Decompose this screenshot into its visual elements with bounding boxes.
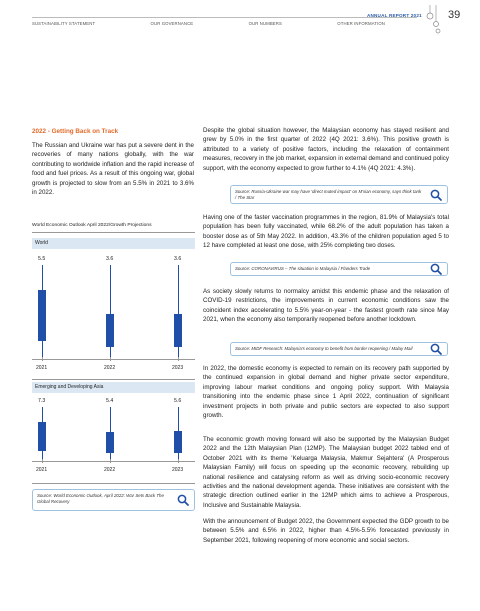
chart-title: World Economic Outlook April 2022/Growth Projections xyxy=(32,223,195,233)
tick-label: 2022 xyxy=(104,365,116,371)
tick-label: 2023 xyxy=(172,467,184,473)
nav-sustainability[interactable]: SUSTAINABILITY STATEMENT xyxy=(32,21,96,26)
paragraph-normalcy: As society slowly returns to normalcy amidst this endemic phase and the relaxation of COVID-19 restrictions, the improvements in current economic conditions saw the coincident index accelerating to 5.5% year-on-year - the fastest growth rate since May 2021, when the economy also temporarily reopened before another lockdown. xyxy=(203,288,449,324)
data-label: 7.3 xyxy=(38,398,46,404)
source-text-star: Source: Russia-Ukraine war may have 'direct muted impact' on M'sian economy, says think tank / The Star xyxy=(235,189,422,200)
search-icon xyxy=(430,343,442,355)
decorative-circles-icon xyxy=(426,5,446,35)
source-box-star[interactable] xyxy=(230,185,448,204)
search-icon xyxy=(177,494,189,506)
data-label: 5.6 xyxy=(174,398,182,404)
bar-2023 xyxy=(174,431,182,453)
tick-label: 2021 xyxy=(36,467,48,473)
chart-world-label: World xyxy=(32,238,195,249)
data-label: 3.6 xyxy=(174,256,182,262)
source-text-weo: Source: World Economic Outlook, April 2022: War Sets Back The Global Recovery xyxy=(37,493,164,504)
source-box-flanders[interactable] xyxy=(230,262,448,276)
bar-2022 xyxy=(106,432,114,453)
chart-asia-label: Emerging and Developing Asia xyxy=(32,382,195,393)
chart-axis xyxy=(32,461,195,462)
axis-tick xyxy=(42,357,43,361)
page-number: 39 xyxy=(448,9,461,21)
nav-numbers[interactable]: OUR NUMBERS xyxy=(248,21,282,26)
tick-label: 2022 xyxy=(104,467,116,473)
paragraph-gdp-forecast: With the announcement of Budget 2022, the Government expected the GDP growth to be between 5.5% and 6.5% in 2022, higher than 4.5%-5.5% forecasted previously in September 2021, following reopening of more economic and social sectors. xyxy=(203,518,449,544)
chart-axis xyxy=(32,359,195,360)
data-label: 3.6 xyxy=(106,256,114,262)
nav-other-info[interactable]: OTHER INFORMATION xyxy=(337,21,385,26)
source-text-flanders: Source: CORONAVIRUS – The situation in Malaysia / Flanders Trade xyxy=(235,266,371,271)
bar-2023 xyxy=(174,314,182,347)
axis-tick xyxy=(110,357,111,361)
axis-tick xyxy=(178,459,179,463)
axis-tick xyxy=(110,459,111,463)
data-label: 5.4 xyxy=(106,398,114,404)
chart-world xyxy=(32,236,195,380)
source-box-weo[interactable] xyxy=(32,489,195,511)
lead-paragraph: The Russian and Ukraine war has put a severe dent in the recoveries of many nations globally, with the war contributing to worldwide inflation and the rapid increase of food and fuel prices. As a result of this ongoing war, global growth is projected to slow from an 5.5% in 2021 to 3.6% in 2022. xyxy=(32,142,194,197)
bar-2022 xyxy=(106,314,114,347)
source-text-malaymail: Source: MIDF Research: Malaysia's economy to benefit from border reopening / Malay Mail xyxy=(235,346,413,351)
header-rule xyxy=(32,17,417,18)
tick-label: 2021 xyxy=(36,365,48,371)
tick-label: 2023 xyxy=(172,365,184,371)
search-icon xyxy=(430,189,442,201)
paragraph-economy: Despite the global situation however, the Malaysian economy has stayed resilient and grew by 5.0% in the first quarter of 2022 (4Q 2021: 3.6%). This positive growth is attributed to a variety of positive factors, including the relaxation of containment measures, recovery in the job market, expansion in external demand and continued policy support, with the economy expected to grow further to 4.1% (4Q 2021: 4.3%). xyxy=(203,127,449,172)
source-box-malaymail[interactable] xyxy=(230,342,448,356)
bar-2021 xyxy=(38,290,46,341)
nav-governance[interactable]: OUR GOVERNANCE xyxy=(150,21,194,26)
top-nav xyxy=(32,21,385,29)
report-title: ANNUAL REPORT 2021 xyxy=(367,13,422,18)
section-title: 2022 - Getting Back on Track xyxy=(32,128,119,135)
axis-tick xyxy=(42,459,43,463)
paragraph-outlook-2022: In 2022, the domestic economy is expected to remain on its recovery path supported by the continued expansion in global demand and higher private sector expenditure, improving labour market conditions and ongoing policy support. With Malaysia transitioning into the endemic phase since 1 April 2022, continuation of significant investment projects in both private and public sectors are expected to also support growth. xyxy=(203,365,449,420)
paragraph-vaccination: Having one of the faster vaccination programmes in the region, 81.9% of Malaysia's total population has been fully vaccinated, while 68.2% of the adult population has taken a booster dose as of 5th May 2022. In addition, 43.3% of the children population aged 5 to 12 have completed at least one dose, with 25% completing two doses. xyxy=(203,214,449,250)
chart-asia xyxy=(32,382,195,484)
data-label: 5.5 xyxy=(38,256,46,262)
bar-2021 xyxy=(38,422,46,451)
paragraph-budget-2022: The economic growth moving forward will also be supported by the Malaysian Budget 2022 and the 12th Malaysian Plan (12MP). The Malaysian budget 2022 tabled end of October 2021 with its theme 'Keluarga Malaysia, Makmur Sejahtera' (A Prosperous Malaysian Family) will focus on speeding up the economic recovery, rebuilding up national resilience and catalysing reform as well as driving socio-economic recovery activities and the national development agenda. These initiatives are consistent with the strategic direction outlined earlier in the 12MP which aims to achieve a Prosperous, Inclusive and Sustainable Malaysia. xyxy=(203,436,449,509)
search-icon xyxy=(430,263,442,275)
axis-tick xyxy=(178,357,179,361)
